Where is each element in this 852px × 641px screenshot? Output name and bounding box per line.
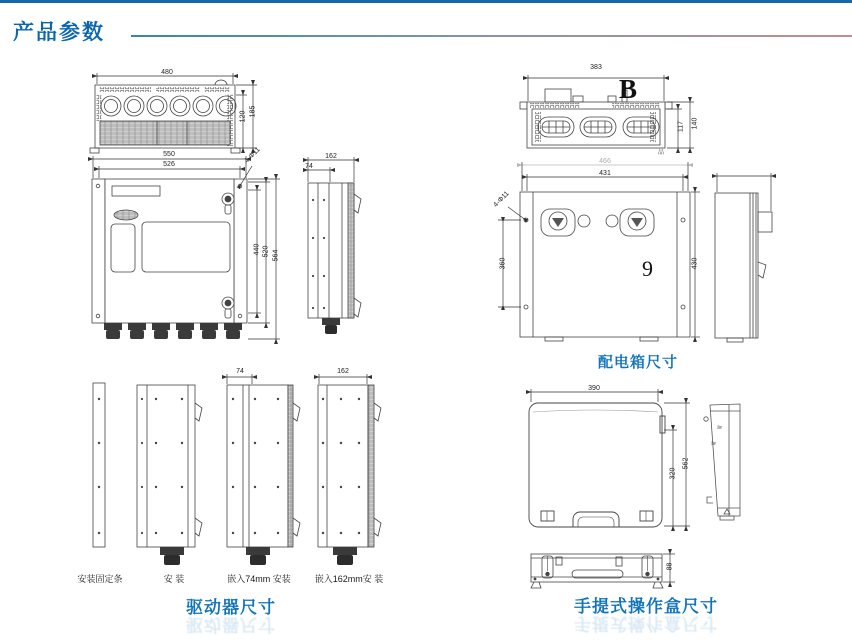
note-powerbox-holes: 4-Φ11 (492, 190, 511, 209)
page-title: 产品参数 (13, 21, 105, 44)
dim-powerbox-front-width-inner: 431 (599, 170, 611, 177)
dim-embed162: 162 (337, 368, 349, 375)
dim-handbox-inner-height: 320 (669, 467, 677, 480)
note-driver-front-holes: 4-Φ11 (243, 146, 262, 165)
mark-powerbox-top: 品 (658, 150, 665, 156)
dim-driver-front-width-inner: 526 (163, 161, 175, 168)
dim-driver-side-depth-inner: 74 (305, 163, 313, 170)
handbox-bottom-view (531, 554, 675, 588)
driver-mounting-views (93, 374, 381, 565)
label-mount-bar: 安装固定条 (77, 574, 123, 584)
dim-embed74: 74 (236, 368, 244, 375)
driver-side-view (308, 157, 361, 334)
dim-driver-front-width-outer: 550 (163, 151, 175, 158)
dim-driver-front-height-inner: 440 (253, 243, 261, 256)
handbox-side-mark-1: Ⅲ (711, 441, 718, 447)
dim-powerbox-top-outer: 140 (691, 117, 699, 130)
caption-handbox: 手提式操作盒尺寸 (574, 597, 718, 616)
handbox-side-mark-2: Ⅲ (717, 425, 724, 431)
handbox-front-view (529, 389, 690, 527)
figure-digit-9: 9 (642, 256, 653, 281)
figure-letter-b: B (619, 74, 638, 104)
dim-powerbox-front-width-outer: 466 (599, 158, 611, 165)
label-mount-surface: 安 装 (163, 574, 185, 584)
dim-driver-side-depth-outer: 162 (325, 153, 337, 160)
handbox-side-view (704, 404, 740, 520)
dim-driver-front-height-outer: 564 (272, 249, 280, 262)
dim-powerbox-top-inner: 117 (677, 120, 685, 133)
dim-driver-top-inner-height: 120 (239, 110, 247, 123)
dim-handbox-bottom-height: 88 (666, 562, 674, 571)
dim-powerbox-left-height: 360 (499, 257, 507, 270)
label-mount-embed74: 嵌入74mm 安装 (227, 574, 291, 584)
caption-handbox-reflection: 手提式操作盒尺寸 (574, 614, 718, 633)
driver-top-view (90, 73, 257, 153)
dim-powerbox-right-height: 430 (691, 257, 699, 270)
caption-powerbox: 配电箱尺寸 (597, 354, 678, 371)
dim-powerbox-top-width: 383 (590, 64, 602, 71)
driver-front-view (92, 156, 280, 339)
powerbox-top-view (520, 75, 694, 148)
dim-handbox-outer-height: 562 (682, 457, 690, 470)
dim-handbox-width: 390 (588, 385, 600, 392)
powerbox-front-view (498, 162, 700, 341)
caption-driver-reflection: 驱动器尺寸 (186, 615, 276, 634)
powerbox-side-view (715, 173, 772, 342)
caption-driver: 驱动器尺寸 (186, 598, 276, 617)
dim-driver-top-width: 480 (161, 69, 173, 76)
dim-driver-top-outer-height: 185 (249, 105, 257, 118)
dim-driver-front-height-mid: 520 (262, 245, 270, 258)
label-mount-embed162: 嵌入162mm安 装 (314, 574, 384, 584)
